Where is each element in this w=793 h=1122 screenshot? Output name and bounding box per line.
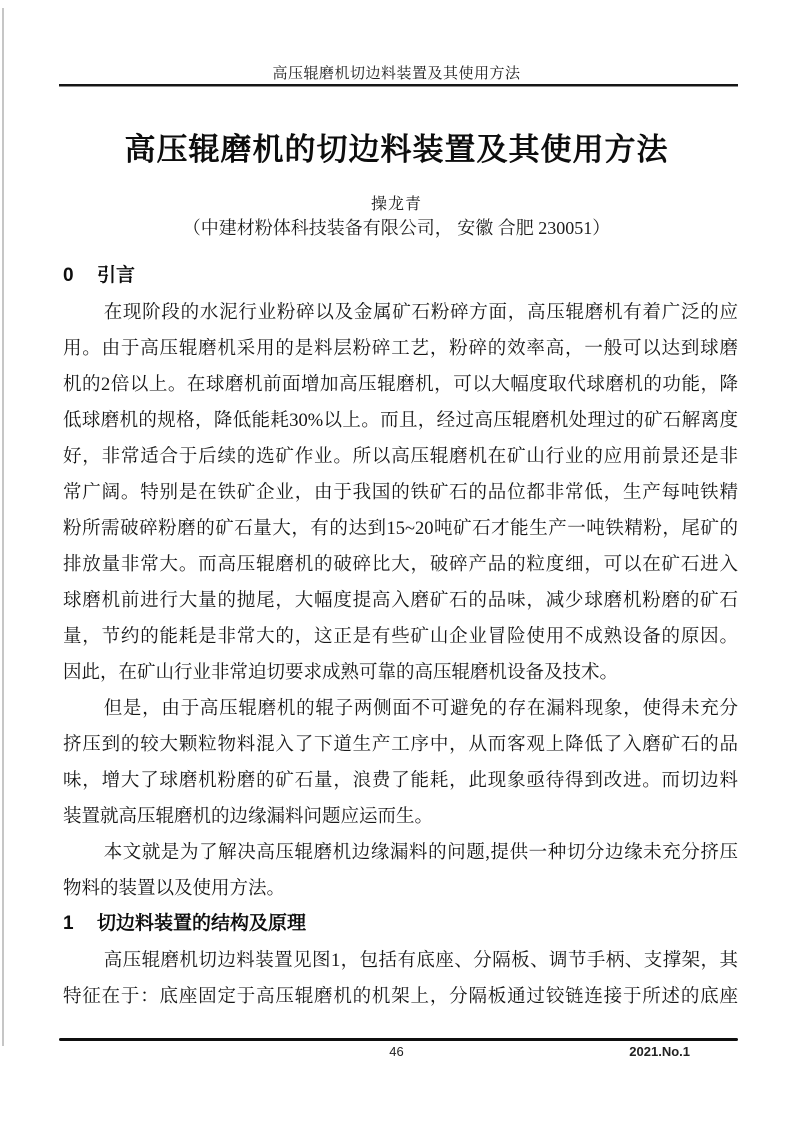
body-line: 常广阔。特别是在铁矿企业，由于我国的铁矿石的品位都非常低，生产每吨铁精	[63, 483, 738, 503]
issue-label: 2021.No.1	[629, 1044, 690, 1059]
body-line: 排放量非常大。而高压辊磨机的破碎比大，破碎产品的粒度细，可以在矿石进入	[63, 555, 738, 575]
body-line: 物料的装置以及使用方法。	[63, 879, 286, 899]
section-title: 切边料装置的结构及原理	[97, 913, 307, 934]
page-header-running-title: 高压辊磨机切边料装置及其使用方法	[272, 66, 521, 82]
body-line: 量，节约的能耗是非常大的，这正是有些矿山企业冒险使用不成熟设备的原因。	[63, 627, 738, 647]
author-affiliation: （中建材粉体科技装备有限公司， 安徽 合肥 230051）	[182, 218, 611, 238]
body-line: 用。由于高压辊磨机采用的是料层粉碎工艺，粉碎的效率高，一般可以达到球磨	[63, 339, 738, 359]
author-name: 操龙青	[370, 196, 422, 213]
body-line: 因此，在矿山行业非常迫切要求成熟可靠的高压辊磨机设备及技术。	[63, 663, 619, 683]
body-line: 好，非常适合于后续的选矿作业。所以高压辊磨机在矿山行业的应用前景还是非	[63, 447, 738, 467]
body-line: 装置就高压辊磨机的边缘漏料问题应运而生。	[63, 807, 434, 827]
body-line: 但是，由于高压辊磨机的辊子两侧面不可避免的存在漏料现象，使得未充分	[103, 699, 738, 719]
body-line: 味，增大了球磨机粉磨的矿石量，浪费了能耗，此现象亟待得到改进。而切边料	[63, 771, 738, 791]
section-heading	[63, 907, 738, 943]
body-flow	[63, 259, 738, 1015]
page-number: 46	[389, 1044, 404, 1059]
body-line: 高压辊磨机切边料装置见图1，包括有底座、分隔板、调节手柄、支撑架，其	[103, 951, 738, 971]
section-number: 1	[63, 913, 74, 934]
body-line: 低球磨机的规格，降低能耗30%以上。而且，经过高压辊磨机处理过的矿石解离度	[63, 411, 738, 431]
body-line: 本文就是为了解决高压辊磨机边缘漏料的问题,提供一种切分边缘未充分挤压	[103, 843, 738, 863]
body-line: 特征在于：底座固定于高压辊磨机的机架上，分隔板通过铰链连接于所述的底座	[63, 987, 738, 1007]
section-heading	[63, 259, 738, 295]
section-number: 0	[63, 265, 74, 286]
body-line: 球磨机前进行大量的抛尾，大幅度提高入磨矿石的品味，减少球磨机粉磨的矿石	[63, 591, 738, 611]
header-rule	[59, 84, 738, 87]
footer-rule	[59, 1038, 738, 1041]
body-line: 粉所需破碎粉磨的矿石量大，有的达到15~20吨矿石才能生产一吨铁精粉，尾矿的	[63, 519, 738, 539]
page-title: 高压辊磨机的切边料装置及其使用方法	[124, 132, 669, 167]
body-line: 挤压到的较大颗粒物料混入了下道生产工序中，从而客观上降低了入磨矿石的品	[63, 735, 738, 755]
section-title: 引言	[97, 265, 136, 286]
body-line: 在现阶段的水泥行业粉碎以及金属矿石粉碎方面，高压辊磨机有着广泛的应	[103, 303, 738, 323]
body-line: 机的2倍以上。在球磨机前面增加高压辊磨机，可以大幅度取代球磨机的功能，降	[63, 375, 738, 395]
scan-artifact-line	[2, 8, 4, 1046]
